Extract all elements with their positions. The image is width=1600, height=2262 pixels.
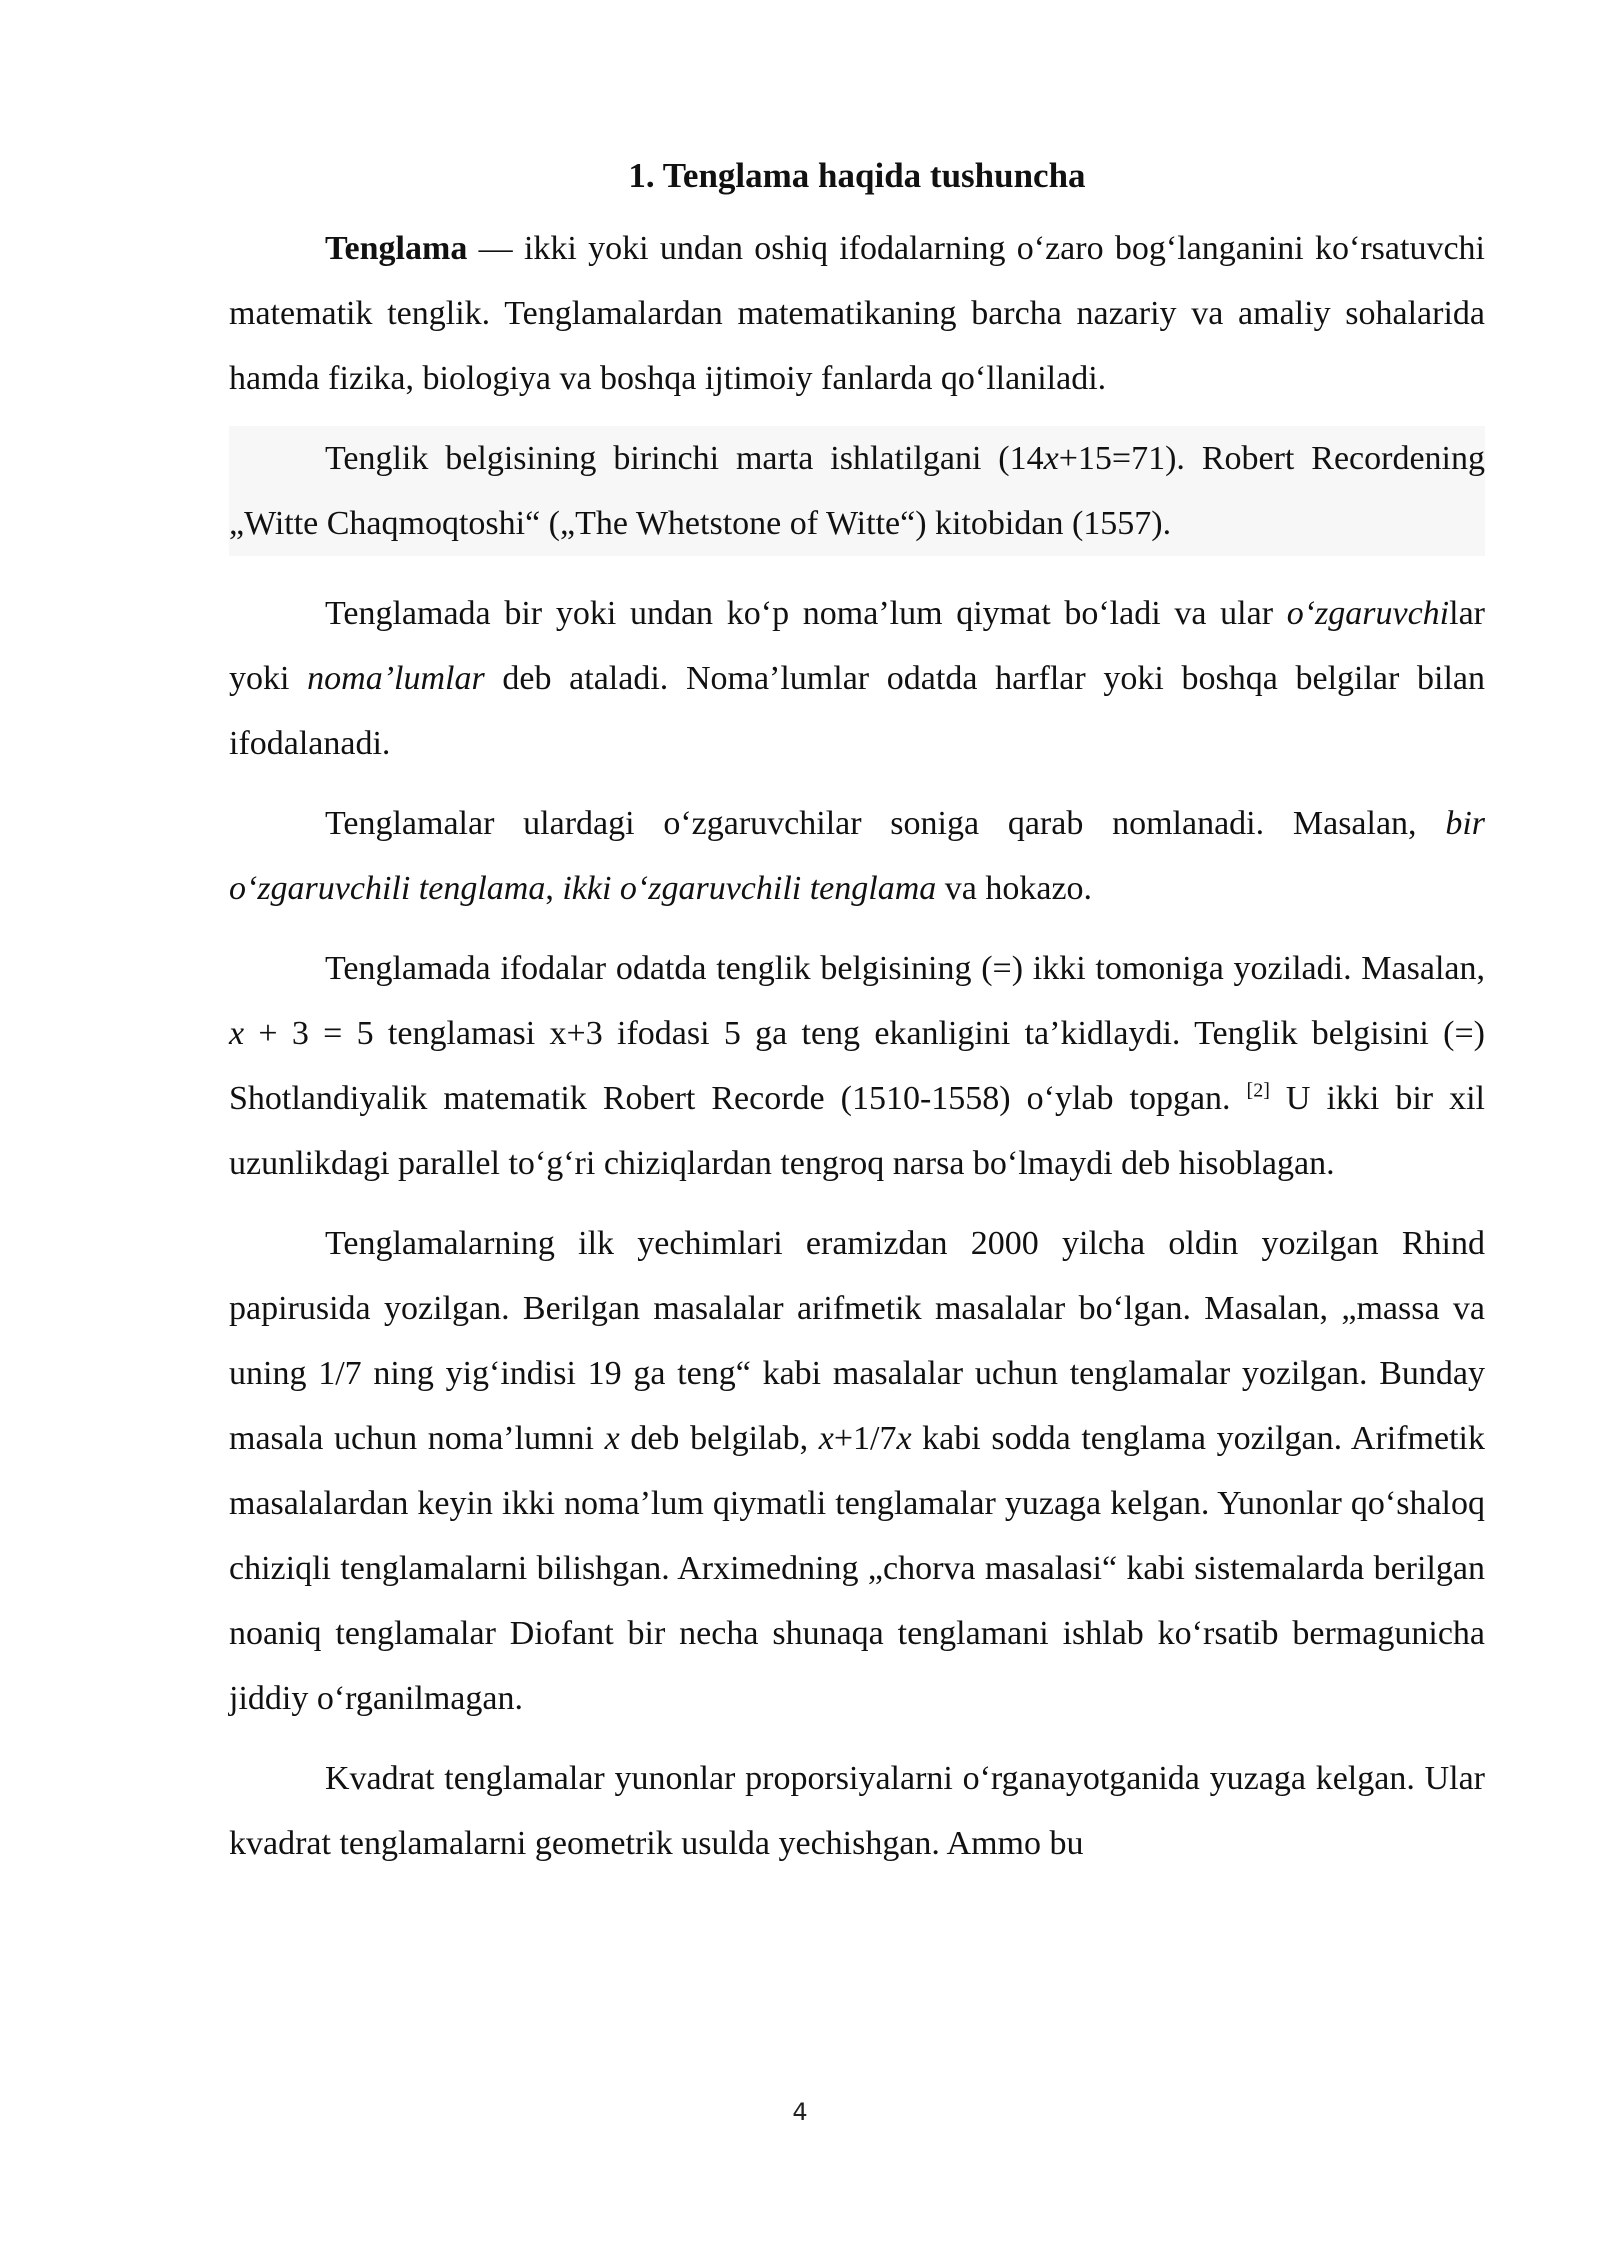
paragraph-early-solutions [229,1211,1485,1731]
paragraph-text: +15=71). Robert Recordening „Witte Chaqmoqtoshi“ („The Whetstone of Witte“) kitobidan (1557). [229,440,1485,542]
paragraph-text: — ikki yoki undan oshiq ifodalarning o‘zaro bog‘langanini ko‘rsatuvchi matematik tenglik. Tenglamalardan matematikaning barcha nazariy va amaliy sohalarida hamda fizika, biologiya va boshqa ijtimoiy fanlarda qo‘llaniladi. [229,230,1485,397]
paragraph-text: va hokazo. [936,870,1093,907]
paragraph-recorde-history [229,426,1485,556]
italic-term: ikki o‘zgaruvchili tenglama [562,870,937,907]
italic-term: noma’lumlar [307,660,485,697]
variable-x: x [1043,440,1059,477]
paragraph-text: U ikki bir xil uzunlikdagi parallel to‘g‘ri chiziqlardan tengroq narsa bo‘lmaydi deb hisoblagan. [229,1080,1486,1182]
paragraph-equals-sign [229,936,1485,1196]
paragraph-quadratic: Kvadrat tenglamalar yunonlar proporsiyalarni o‘rganayotganida yuzaga kelgan. Ular kvadrat tenglamalarni geometrik usulda yechishgan. Ammo bu [229,1760,1485,1862]
paragraph-text: Tenglamalar ulardagi o‘zgaruvchilar soniga qarab nomlanadi. Masalan, [325,805,1446,842]
section-title: 1. Tenglama haqida tushuncha [628,156,1086,195]
paragraph-naming [229,791,1485,921]
paragraph-text: Tenglamada ifodalar odatda tenglik belgisining (=) ikki tomoniga yoziladi. Masalan, [325,950,1485,987]
page-number: 4 [792,2098,808,2126]
page-body [229,150,1485,1891]
paragraph-definition [229,216,1485,411]
paragraph-text: lar yoki [229,595,1485,697]
paragraph-text: kabi sodda tenglama yozilgan. Arifmetik masalalardan keyin ikki noma’lum qiymatli tenglamalar yuzaga kelgan. Yunonlar qo‘shaloq chiziqli tenglamalarni bilishgan. Arximedning „chorva masalasi“ kabi sistemalarda berilgan noaniq tenglamalar Diofant bir necha shunaqa tenglamani ishlab ko‘rsatib bermagunicha jiddiy o‘rganilmagan. [229,1420,1485,1717]
paragraph-text: , [545,870,563,907]
paragraph-text: deb ataladi. Noma’lumlar odatda harflar yoki boshqa belgilar bilan ifodalanadi. [229,660,1486,762]
variable-x: x [604,1420,620,1457]
paragraph-text: deb belgilab, [619,1420,819,1457]
term-tenglama: Tenglama [325,230,468,267]
variable-x: x [896,1420,912,1457]
italic-term: o‘zgaruvchi [1286,595,1450,632]
paragraph-text: Tenglamalarning ilk yechimlari eramizdan 2000 yilcha oldin yozilgan Rhind papirusida yozilgan. Berilgan masalalar arifmetik masalalar bo‘lgan. Masalan, „massa va uning 1/7 ning yig‘indisi 19 ga teng“ kabi masalalar uchun tenglamalar yozilgan. Bunday masala uchun noma’lumni [229,1225,1485,1457]
italic-term: bir o‘zgaruvchili tenglama [229,805,1485,907]
footnote-reference[interactable]: [2] [1246,1079,1270,1102]
variable-x: x [229,1015,245,1052]
paragraph-text: Tenglik belgisining birinchi marta ishlatilgani (14 [325,440,1044,477]
paragraph-text: + 3 = 5 tenglamasi x+3 ifodasi 5 ga teng ekanligini ta’kidlaydi. Tenglik belgisini (=) Shotlandiyalik matematik Robert Recorde (1510-1558) o‘ylab topgan. [229,1015,1485,1117]
variable-x: x [818,1420,834,1457]
paragraph-text: Tenglamada bir yoki undan ko‘p noma’lum qiymat bo‘ladi va ular [325,595,1287,632]
paragraph-text: +1/7 [833,1420,897,1457]
paragraph-unknowns [229,581,1485,776]
